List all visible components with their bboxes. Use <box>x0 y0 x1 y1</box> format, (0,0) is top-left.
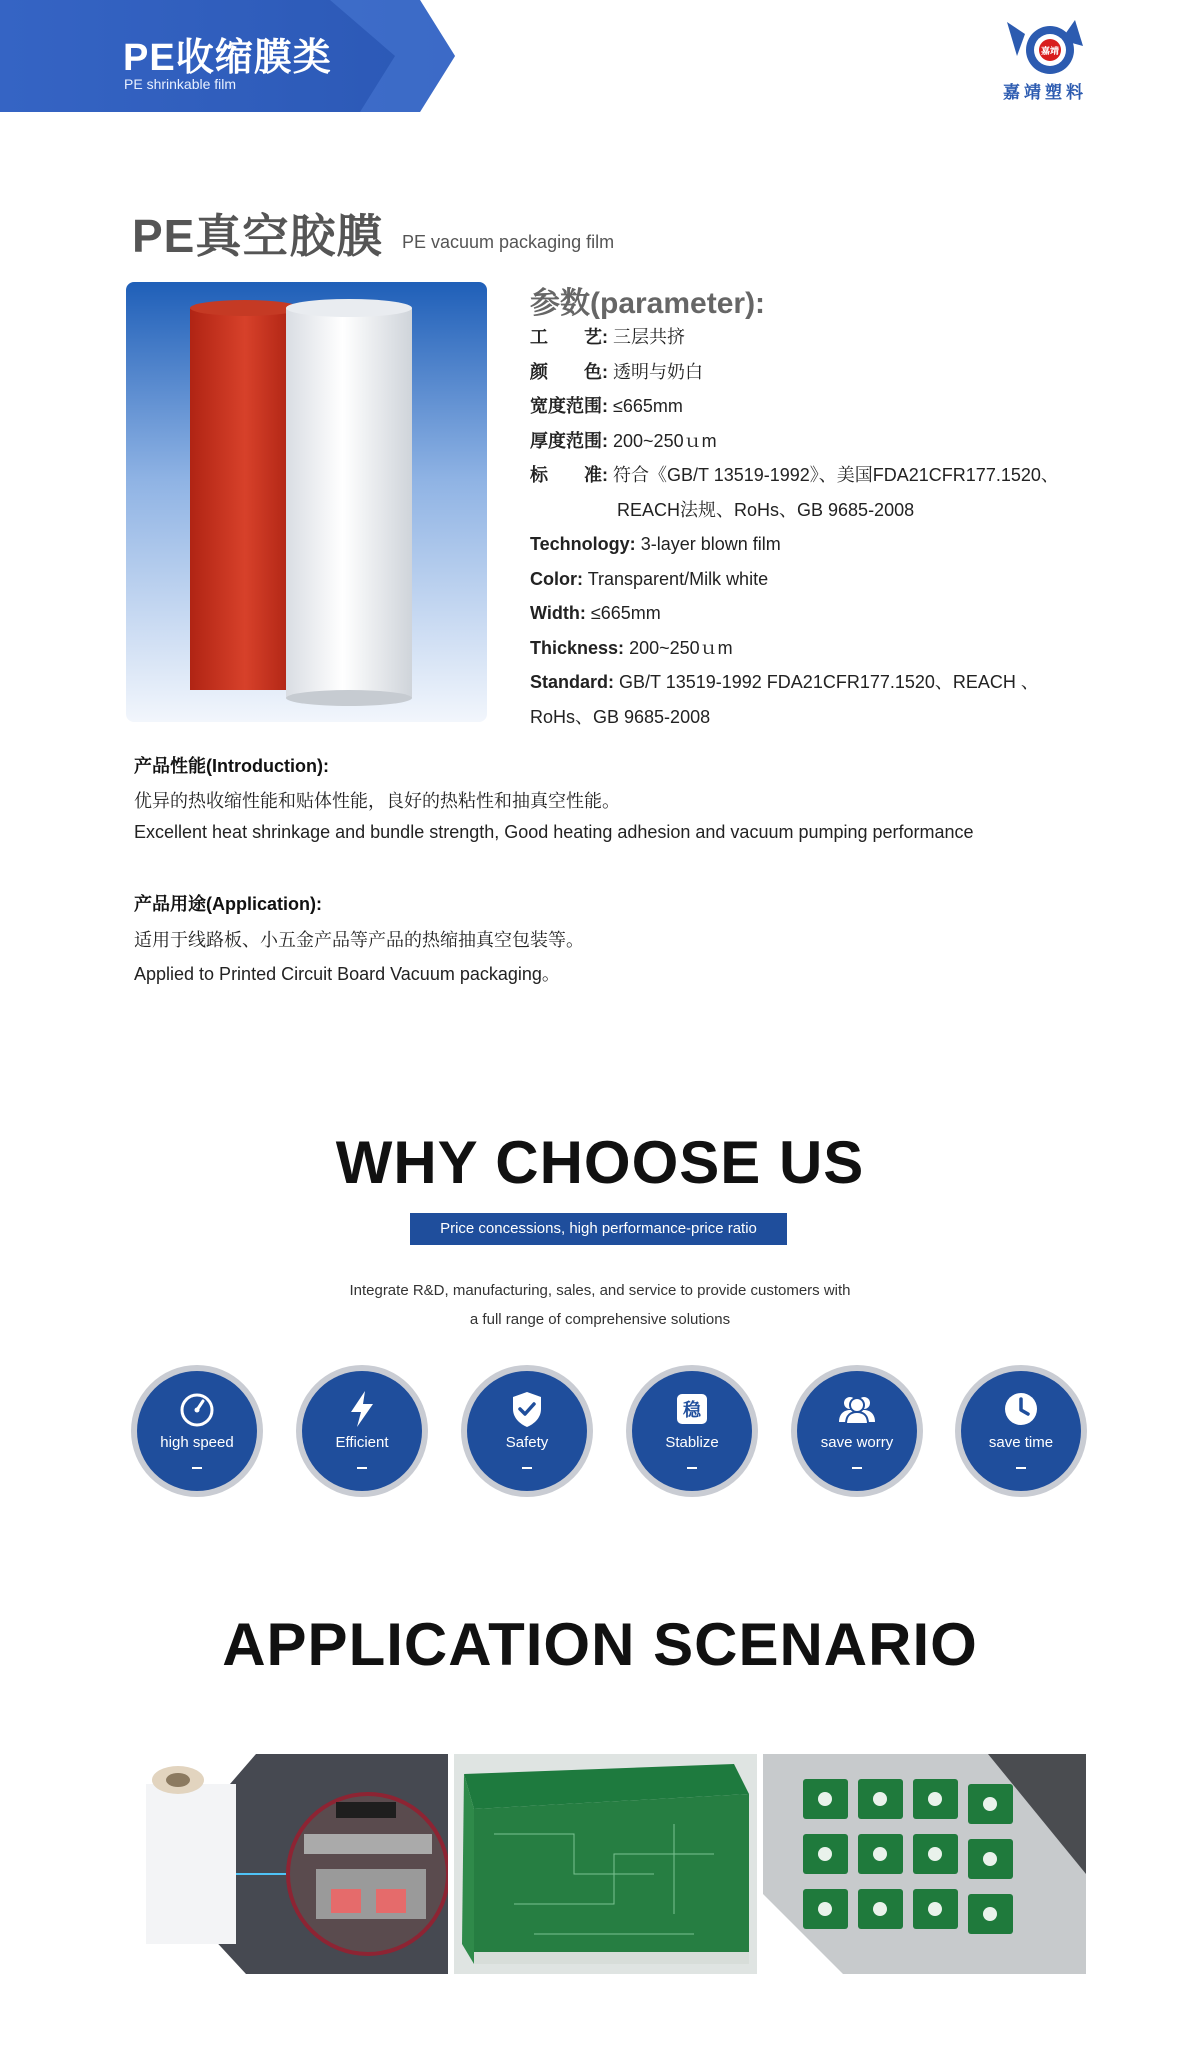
speedometer-icon <box>177 1389 217 1429</box>
feature-efficient <box>296 1365 428 1497</box>
param-row: Standard: GB/T 13519-1992 FDA21CFR177.1520、REACH 、 <box>530 672 1039 692</box>
why-description: Integrate R&D, manufacturing, sales, and service to provide customers with a full range of comprehensive solutions <box>349 1282 851 1328</box>
scene-pcb-stack-image <box>454 1754 757 1974</box>
why-pill-banner: Price concessions, high performance-price ratio <box>410 1213 787 1245</box>
product-title-cn: PE真空胶膜 <box>132 210 384 262</box>
scene-film-roll-machine-image <box>126 1754 448 1974</box>
brand-text: 嘉靖塑料 <box>1003 83 1087 102</box>
application-scenario-title: APPLICATION SCENARIO <box>222 1611 978 1678</box>
parameter-list <box>530 320 1090 734</box>
param-row: Technology: 3-layer blown film <box>530 534 781 554</box>
param-row: 厚度范围: 200~250ｕm <box>530 430 717 451</box>
introduction-label: 产品性能(Introduction): <box>134 756 329 776</box>
header-subtitle: PE shrinkable film <box>124 76 237 92</box>
product-rolls-image <box>126 282 487 722</box>
param-row: 标 准: 符合《GB/T 13519-1992》、美国FDA21CFR177.1520、 <box>530 465 1059 485</box>
param-row-continued: RoHs、GB 9685-2008 <box>530 706 711 727</box>
page-header <box>0 0 1200 112</box>
feature-label: Safety <box>505 1434 549 1451</box>
stable-badge-icon <box>672 1389 712 1429</box>
parameter-heading: 参数(parameter): <box>530 287 766 320</box>
clock-icon <box>1001 1389 1041 1429</box>
shield-check-icon <box>507 1389 547 1429</box>
product-title-en: PE vacuum packaging film <box>402 232 615 252</box>
why-choose-us-title: WHY CHOOSE US <box>335 1129 865 1196</box>
application-text-cn: 适用于线路板、小五金产品等产品的热缩抽真空包装等。 <box>134 930 584 950</box>
application-label: 产品用途(Application): <box>134 894 322 914</box>
svg-text:稳: 稳 <box>683 1400 701 1421</box>
feature-label: high speed <box>160 1434 234 1451</box>
feature-safety <box>461 1365 593 1497</box>
logo-badge: 嘉靖 <box>1040 47 1060 57</box>
application-text-en: Applied to Printed Circuit Board Vacuum packaging。 <box>134 964 560 984</box>
header-title: PE收缩膜类 <box>123 37 332 79</box>
users-icon <box>837 1389 877 1429</box>
feature-high-speed <box>131 1365 263 1497</box>
feature-label: Efficient <box>335 1434 389 1451</box>
feature-save-worry <box>791 1365 923 1497</box>
param-row: 颜 色: 透明与奶白 <box>530 361 704 382</box>
param-row: Thickness: 200~250ｕm <box>530 637 733 658</box>
feature-label: save time <box>988 1434 1054 1451</box>
introduction-text-cn: 优异的热收缩性能和贴体性能，良好的热粘性和抽真空性能。 <box>134 791 620 811</box>
param-row: 工 艺: 三层共挤 <box>530 327 686 347</box>
feature-label: Stablize <box>665 1434 719 1451</box>
param-row: Width: ≤665mm <box>530 603 661 623</box>
feature-save-time <box>955 1365 1087 1497</box>
param-row: Color: Transparent/Milk white <box>530 568 769 589</box>
param-row: 宽度范围: ≤665mm <box>530 396 683 416</box>
param-row-continued: REACH法规、RoHs、GB 9685-2008 <box>617 499 915 520</box>
feature-label: save worry <box>820 1434 894 1451</box>
feature-stablize <box>626 1365 758 1497</box>
lightning-icon <box>342 1389 382 1429</box>
introduction-text-en: Excellent heat shrinkage and bundle strength, Good heating adhesion and vacuum pumping performance <box>134 822 974 842</box>
scene-vacuum-packed-boards-image <box>763 1754 1086 1974</box>
